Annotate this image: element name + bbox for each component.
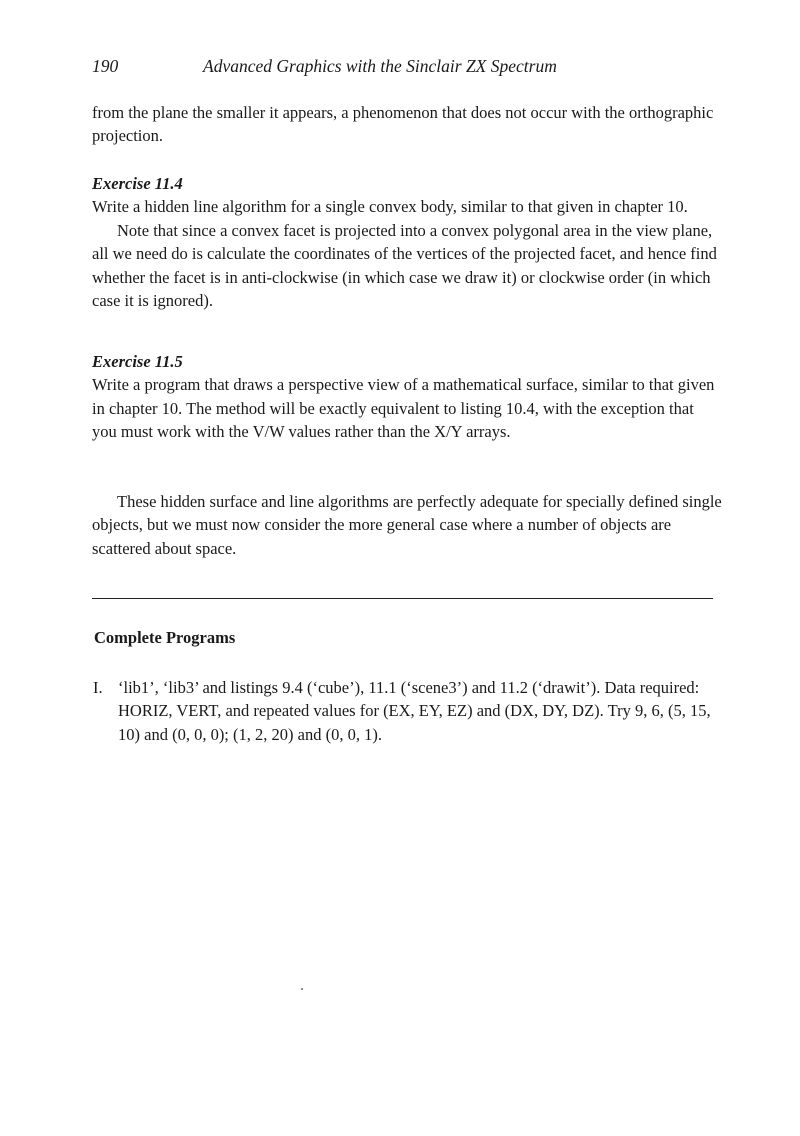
list-item <box>92 676 724 746</box>
closing-block <box>92 490 722 560</box>
page-header <box>92 56 712 82</box>
closing-paragraph: These hidden surface and line algorithms are perfectly adequate for specially defined single objects, but we must now consider the more general case where a number of objects are scattered about space. <box>92 492 722 558</box>
exercise-11-4-heading: Exercise 11.4 <box>92 174 183 193</box>
exercise-11-4-block <box>92 172 722 312</box>
running-title: Advanced Graphics with the Sinclair ZX Spectrum <box>203 56 557 76</box>
list-item-text: ‘lib1’, ‘lib3’ and listings 9.4 (‘cube’), 11.1 (‘scene3’) and 11.2 (‘drawit’). Data required: HORIZ, VERT, and repeated values for (EX, EY, EZ) and (DX, DY, DZ). Try 9, 6, (5, 15, 10) and (0, 0, 0); (1, 2, 20) and (0, 0, 1). <box>118 678 711 744</box>
exercise-11-5-heading: Exercise 11.5 <box>92 352 183 371</box>
exercise-11-4-paragraph-2: Note that since a convex facet is projected into a convex polygonal area in the view plane, all we need do is calculate the coordinates of the vertices of the projected facet, and hence find whether the facet is in anti-clockwise (in which case we draw it) or clockwise order (in which case it is ignored). <box>92 220 717 311</box>
exercise-11-5-block <box>92 350 722 444</box>
page-number: 190 <box>92 56 119 76</box>
exercise-11-4-paragraph-1: Write a hidden line algorithm for a single convex body, similar to that given in chapter 10. <box>92 197 688 217</box>
scan-speck <box>301 988 303 990</box>
intro-paragraph: from the plane the smaller it appears, a phenomenon that does not occur with the orthographic projection. <box>92 103 714 146</box>
complete-programs-heading: Complete Programs <box>94 628 236 647</box>
exercise-11-5-paragraph-1: Write a program that draws a perspective view of a mathematical surface, similar to that given in chapter 10. The method will be exactly equivalent to listing 10.4, with the exception that you must work with the V/W values rather than the X/Y arrays. <box>92 375 715 442</box>
section-divider <box>92 598 713 599</box>
intro-block <box>92 101 722 148</box>
list-item-number: I. <box>93 678 103 697</box>
complete-programs-list <box>92 676 724 746</box>
